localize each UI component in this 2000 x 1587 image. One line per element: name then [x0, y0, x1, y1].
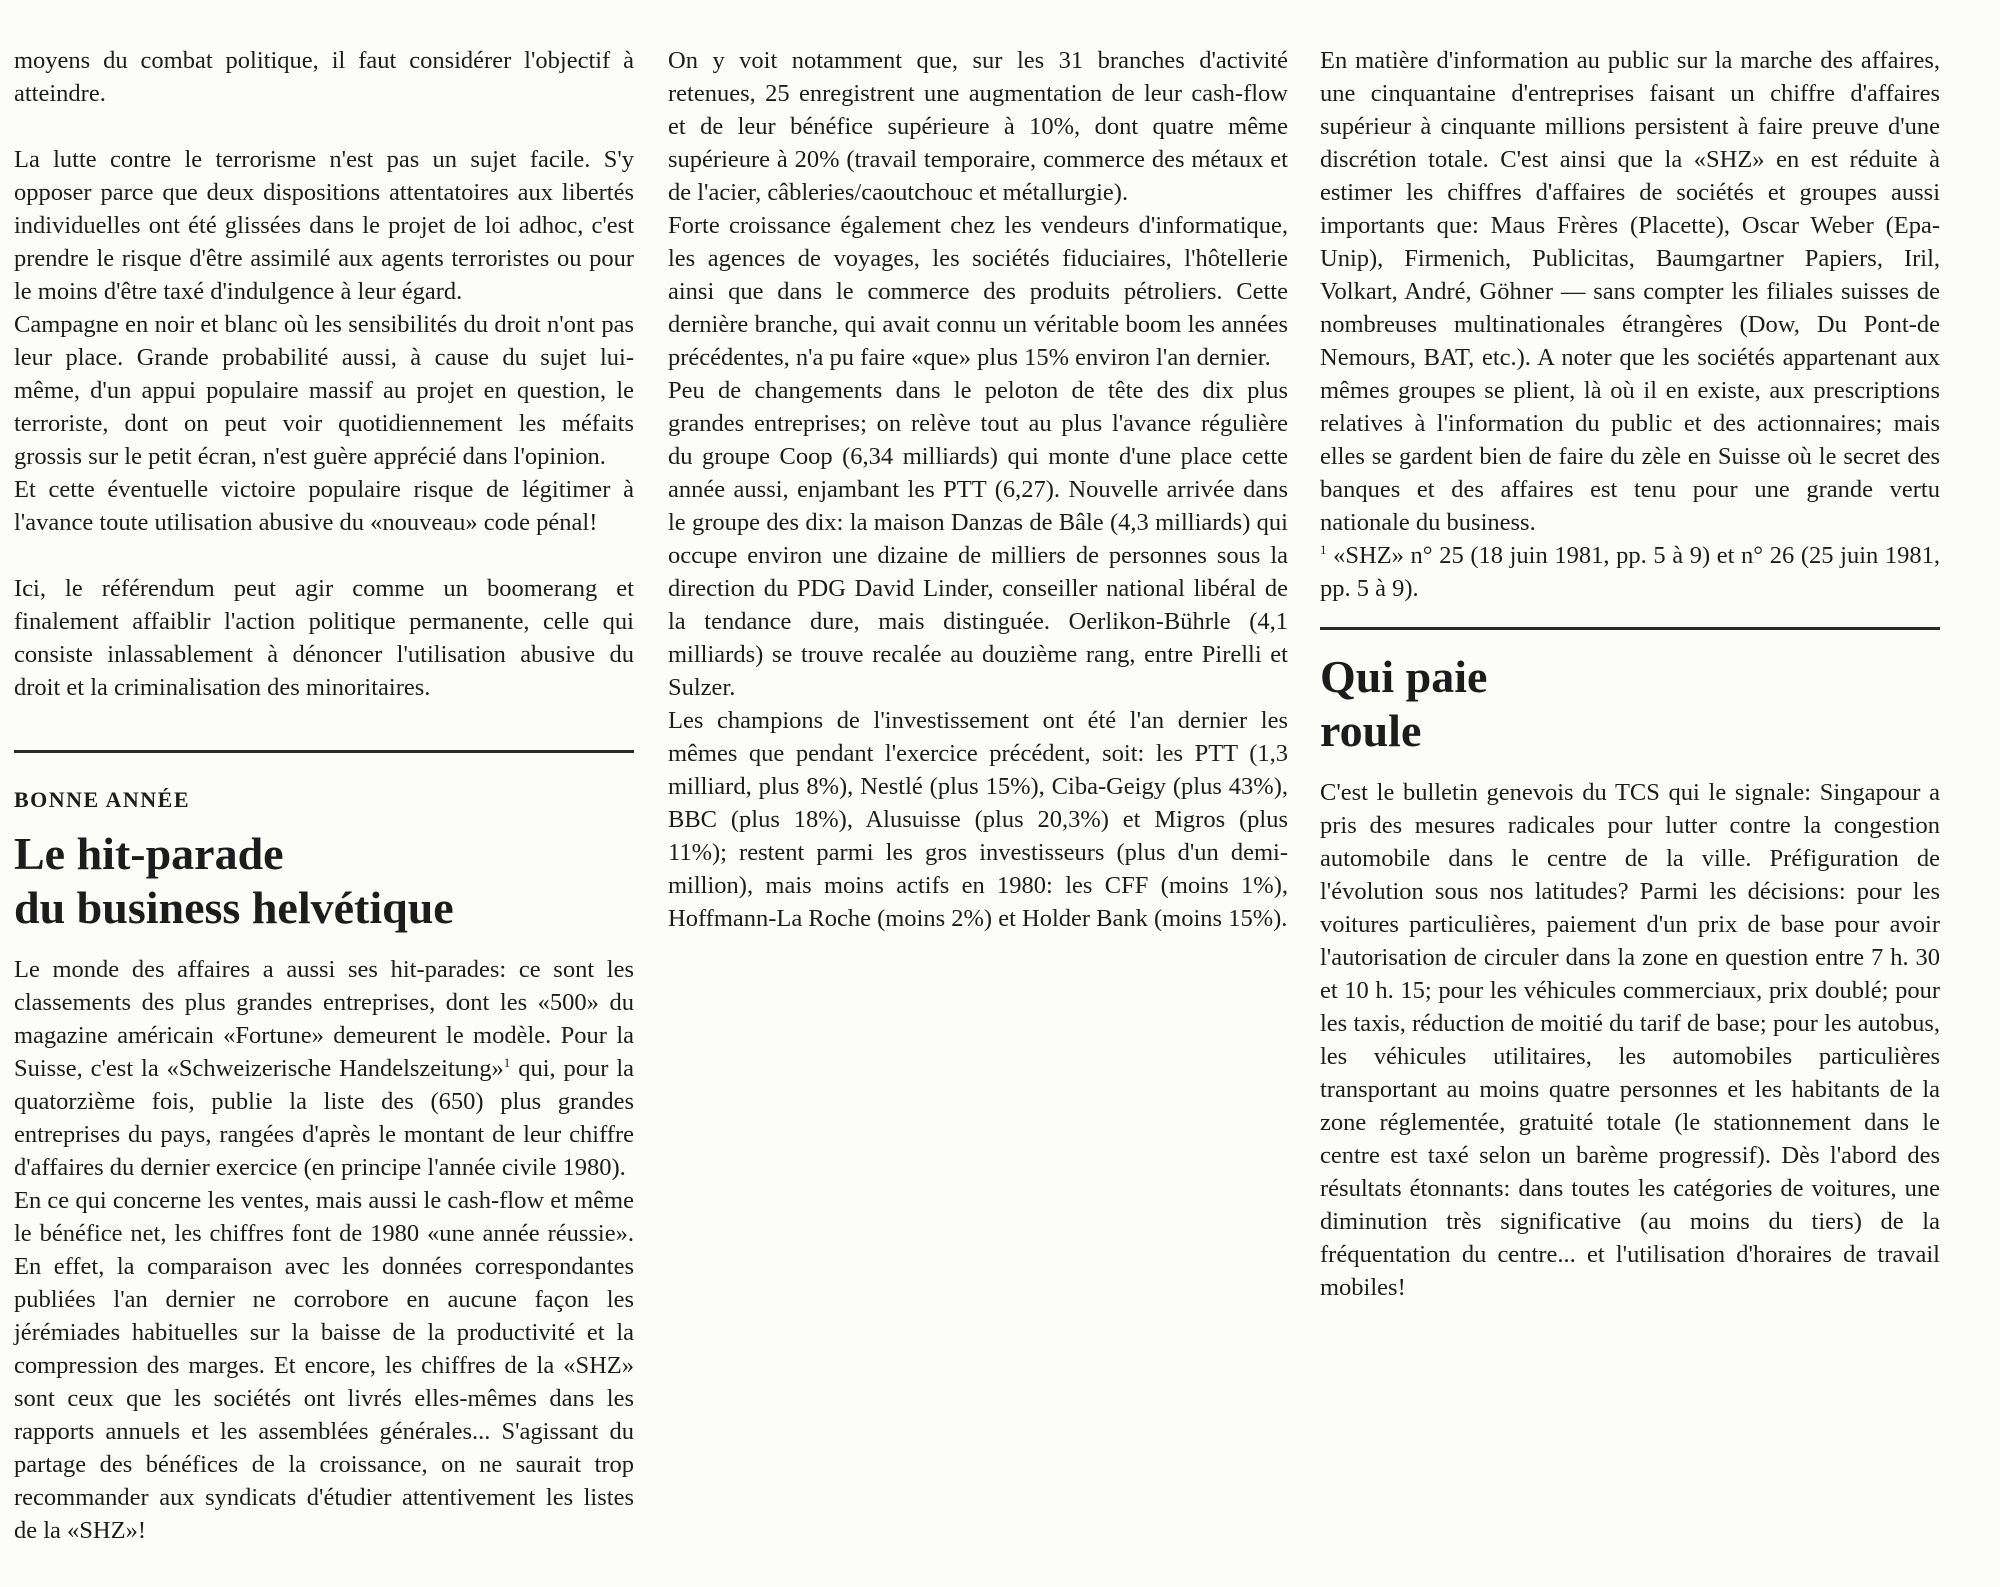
article-kicker: BONNE ANNÉE [14, 787, 191, 812]
paragraph: En ce qui concerne les ventes, mais aussi le cash-flow et même le bénéfice net, les chiffres font de 1980 «une année réussie». En effet, la comparaison avec les données correspondantes publiées l'an dernier ne corrobore en aucune façon les jérémiades habituelles sur la baisse de la productivité et la compression des marges. Et encore, les chiffres de la «SHZ» sont ceux que les sociétés ont livrés elles-mêmes dans les rapports annuels et les assemblées générales... S'agissant du partage des bénéfices de la croissance, on ne saurait trop recommander aux syndicats d'étudier attentivement les listes de la «SHZ»! [14, 1187, 634, 1544]
paragraph: C'est le bulletin genevois du TCS qui le signale: Singapour a pris des mesures radicales pour lutter contre la congestion automobile dans le centre de la ville. Préfiguration de l'évolution sous nos latitudes? Parmi les décisions: pour les voitures particulières, paiement d'un prix de base pour avoir l'autorisation de circuler dans la zone en question entre 7 h. 30 et 10 h. 15; pour les véhicules commerciaux, prix doublé; pour les taxis, réduction de moitié du tarif de base; pour les autobus, les véhicules utilitaires, les automobiles particulières transportant au moins quatre personnes et les habitants de la zone réglementée, gratuité totale (le stationnement dans le centre est taxé selon un barème progressif). Dès l'abord des résultats étonnants: dans toutes les catégories de voitures, une diminution très significative (au moins du tiers) de la fréquentation du centre... et l'utilisation d'horaires de travail mobiles! [1320, 779, 1940, 1301]
section-divider [1320, 627, 1940, 630]
article-title-line: Qui paie [1320, 651, 1488, 702]
column-2 [668, 44, 1288, 935]
footnote-marker: 1 [1320, 541, 1327, 557]
footnote-marker: 1 [503, 1054, 511, 1070]
paragraph: Le monde des affaires a aussi ses hit-parades: ce sont les classements des plus grandes entreprises, dont les «500» du magazine américain «Fortune» demeurent le modèle. Pour la Suisse, c'est la «Schweizerische Handelszeitung»$^1$ qui, pour la quatorzième fois, publie la liste des (650) plus grandes entreprises du pays, rangées d'après le montant de leur chiffre d'affaires du dernier exercice (en principe l'année civile 1980). [14, 956, 635, 1181]
article-title [14, 827, 634, 935]
paragraph: En matière d'information au public sur la marche des affaires, une cinquantaine d'entreprises faisant un chiffre d'affaires supérieur à cinquante millions persistent à faire preuve d'une discrétion totale. C'est ainsi que la «SHZ» en est réduite à estimer les chiffres d'affaires de sociétés et groupes aussi importants que: Maus Frères (Placette), Oscar Weber (Epa-Unip), Firmenich, Publicitas, Baumgartner Papiers, Iril, Volkart, André, Göhner — sans compter les filiales suisses de nombreuses multinationales étrangères (Dow, Du Pont-de Nemours, BAT, etc.). A noter que les sociétés appartenant aux mêmes groupes se plient, là où il en existe, aux prescriptions relatives à l'information du public et des actionnaires; mais elles se gardent bien de faire du zèle en Suisse où le secret des banques et des affaires est tenu pour une grande vertu nationale du business. [1320, 47, 1940, 536]
column-3 [1320, 44, 1940, 1304]
paragraph: On y voit notamment que, sur les 31 branches d'activité retenues, 25 enregistrent une augmentation de leur cash-flow et de leur bénéfice supérieure à 10%, dont quatre même supérieure à 20% (travail temporaire, commerce des métaux et de l'acier, câbleries/caoutchouc et métallurgie). [668, 47, 1288, 206]
article-title [1320, 650, 1940, 758]
article-title-line: du business helvétique [14, 882, 454, 933]
paragraph: Et cette éventuelle victoire populaire risque de légitimer à l'avance toute utilisation abusive du «nouveau» code pénal! [14, 476, 634, 536]
column-1 [14, 44, 634, 1547]
paragraph: Peu de changements dans le peloton de tête des dix plus grandes entreprises; on relève tout au plus l'avance régulière du groupe Coop (6,34 milliards) qui monte d'une place cette année aussi, enjambant les PTT (6,27). Nouvelle arrivée dans le groupe des dix: la maison Danzas de Bâle (4,3 milliards) qui occupe environ une dizaine de milliers de personnes sous la direction du PDG David Linder, conseiller national libéral de la tendance dure, mais distinguée. Oerlikon-Bührle (4,1 milliards) se trouve recalée au douzième rang, entre Pirelli et Sulzer. [668, 377, 1288, 701]
paragraph: Ici, le référendum peut agir comme un boomerang et finalement affaiblir l'action politique permanente, celle qui consiste inlassablement à dénoncer l'utilisation abusive du droit et la criminalisation des minoritaires. [14, 575, 634, 701]
paragraph: La lutte contre le terrorisme n'est pas un sujet facile. S'y opposer parce que deux dispositions attentatoires aux libertés individuelles ont été glissées dans le projet de loi adhoc, c'est prendre le risque d'être assimilé aux agents terroristes ou pour le moins d'être taxé d'indulgence à leur égard. [14, 146, 634, 305]
paragraph: Les champions de l'investissement ont été l'an dernier les mêmes que pendant l'exercice précédent, soit: les PTT (1,3 milliard, plus 8%), Nestlé (plus 15%), Ciba-Geigy (plus 43%), BBC (plus 18%), Alusuisse (plus 20,3%) et Migros (plus 11%); restent parmi les gros investisseurs (plus d'un demi-million), mais moins actifs en 1980: les CFF (moins 1%), Hoffmann-La Roche (moins 2%) et Holder Bank (moins 15%). [668, 707, 1288, 932]
paragraph: moyens du combat politique, il faut considérer l'objectif à atteindre. [14, 47, 634, 107]
paragraph: Campagne en noir et blanc où les sensibilités du droit n'ont pas leur place. Grande probabilité aussi, à cause du sujet lui-même, d'un appui populaire massif au projet en question, le terroriste, dont on peut voir quotidiennement les méfaits grossis sur le petit écran, n'est guère apprécié dans l'opinion. [14, 311, 634, 470]
paragraph: Forte croissance également chez les vendeurs d'informatique, les agences de voyages, les sociétés fiduciaires, l'hôtellerie ainsi que dans le commerce des produits pétroliers. Cette dernière branche, qui avait connu un véritable boom les années précédentes, n'a pu faire «que» plus 15% environ l'an dernier. [668, 212, 1288, 371]
footnote: $^1$ «SHZ» n° 25 (18 juin 1981, pp. 5 à 9) et n° 26 (25 juin 1981, pp. 5 à 9). [1320, 541, 1940, 602]
article-title-line: Le hit-parade [14, 828, 284, 879]
article-title-line: roule [1320, 705, 1422, 756]
section-divider [14, 750, 634, 753]
